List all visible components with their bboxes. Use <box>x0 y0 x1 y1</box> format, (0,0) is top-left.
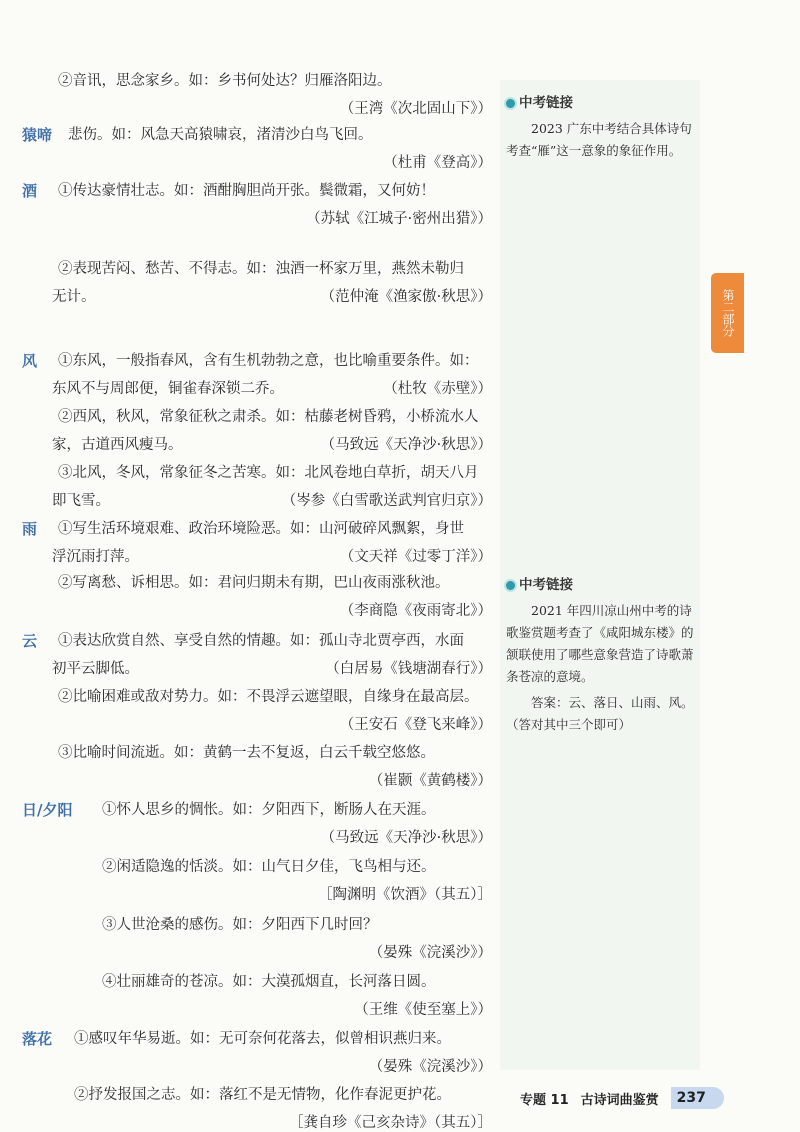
entry-text-line: ①感叹年华易逝。如：无可奈何花落去，似曾相识燕归来。 <box>74 1031 451 1047</box>
entry-text-line: ①写生活环境艰难、政治环境险恶。如：山河破碎风飘絮，身世 <box>58 521 464 537</box>
exam-link-text: 答案：云、落日、山雨、风。（答对其中三个即可） <box>506 695 694 732</box>
exam-link-heading <box>506 574 700 596</box>
entry-text-line: ②音讯，思念家乡。如：乡书何处达？归雁洛阳边。 <box>58 73 392 89</box>
entry-source: （晏殊《浣溪沙》） <box>368 945 492 961</box>
entry-text-line: ①怀人思乡的惆怅。如：夕阳西下，断肠人在天涯。 <box>102 802 436 818</box>
entry-source: （李商隐《夜雨寄北》） <box>339 603 492 619</box>
page-footer <box>520 1084 724 1112</box>
entry-source: （白居易《钱塘湖春行》） <box>325 661 492 677</box>
entry-source: （文天祥《过零丁洋》） <box>339 549 492 565</box>
entry-text-line: ①表达欣赏自然、享受自然的情趣。如：孤山寺北贾亭西，水面 <box>58 633 464 649</box>
entry-source: （杜甫《登高》） <box>383 155 492 171</box>
entry-text-line: 悲伤。如：风急天高猿啸哀，渚清沙白鸟飞回。 <box>68 127 373 143</box>
entry-term: 云 <box>22 632 38 650</box>
entry-term: 日/夕阳 <box>22 801 73 819</box>
entry-text-line: ④壮丽雄奇的苍凉。如：大漠孤烟直，长河落日圆。 <box>102 974 436 990</box>
entry-source: （晏殊《浣溪沙》） <box>368 1059 492 1075</box>
entry-source: （范仲淹《渔家傲·秋思》） <box>320 289 492 305</box>
entry-source: ［陶渊明《饮酒》（其五）］ <box>318 887 492 903</box>
entry-text-line: 东风不与周郎便，铜雀春深锁二乔。 <box>52 381 284 397</box>
entry-source: （苏轼《江城子·密州出猎》） <box>306 211 492 227</box>
entry-text-line: 初平云脚低。 <box>52 661 139 677</box>
exam-link-box-2 <box>506 574 700 736</box>
entry-source: （王安石《登飞来峰》） <box>339 717 492 733</box>
entry-term: 落花 <box>22 1030 53 1048</box>
entry-text-line: ②西风，秋风，常象征秋之肃杀。如：枯藤老树昏鸦，小桥流水人 <box>58 409 479 425</box>
entry-text-line: ②表现苦闷、愁苦、不得志。如：浊酒一杯家万里，燕然未勒归 <box>58 261 464 277</box>
entry-text-line: ③比喻时间流逝。如：黄鹤一去不复返，白云千载空悠悠。 <box>58 745 435 761</box>
entry-text-line: ①东风，一般指春风，含有生机勃勃之意，也比喻重要条件。如： <box>58 353 479 369</box>
footer-topic: 专题 11 <box>520 1092 569 1108</box>
bullet-dot-icon <box>506 99 515 108</box>
entry-text-line: ①传达豪情壮志。如：酒酣胸胆尚开张。鬓微霜，又何妨！ <box>58 183 435 199</box>
entry-text-line: ③北风，冬风，常象征冬之苦寒。如：北风卷地白草折，胡天八月 <box>58 465 479 481</box>
entry-source: （崔颢《黄鹤楼》） <box>368 773 492 789</box>
exam-link-text: 2021 年四川凉山州中考的诗歌鉴赏题考查了《咸阳城东楼》的颔联使用了哪些意象营造了诗歌萧条苍凉的意境。 <box>506 603 694 684</box>
entry-text-line: 浮沉雨打萍。 <box>52 549 139 565</box>
bullet-dot-icon <box>506 581 515 590</box>
entry-text-line: ③人世沧桑的感伤。如：夕阳西下几时回？ <box>102 917 378 933</box>
entry-text-line: 无计。 <box>52 289 96 305</box>
exam-link-box-1 <box>506 92 700 162</box>
entry-source: （马致远《天净沙·秋思》） <box>320 830 492 846</box>
entry-term: 猿啼 <box>22 126 53 144</box>
entry-source: （岑参《白雪歌送武判官归京》） <box>281 493 492 509</box>
entry-term: 酒 <box>22 182 38 200</box>
entry-source: ［龚自珍《己亥杂诗》（其五）］ <box>289 1115 492 1131</box>
exam-link-heading <box>506 92 700 114</box>
footer-section: 古诗词曲鉴赏 <box>580 1092 659 1108</box>
entry-term: 风 <box>22 352 38 370</box>
entry-source: （杜牧《赤壁》） <box>383 381 492 397</box>
entry-text-line: 即飞雪。 <box>52 493 110 509</box>
entry-term: 雨 <box>22 520 38 538</box>
exam-link-text: 2023 广东中考结合具体诗句考查“雁”这一意象的象征作用。 <box>506 121 692 158</box>
entry-text-line: ②抒发报国之志。如：落红不是无情物，化作春泥更护花。 <box>74 1087 451 1103</box>
entry-text-line: ②闲适隐逸的恬淡。如：山气日夕佳，飞鸟相与还。 <box>102 859 436 875</box>
part-tab: 第二部分 <box>711 273 744 353</box>
exam-link-title: 中考链接 <box>519 577 573 593</box>
entry-text-line: ②写离愁、诉相思。如：君问归期未有期，巴山夜雨涨秋池。 <box>58 575 450 591</box>
exam-link-title: 中考链接 <box>519 95 573 111</box>
page-number: 237 <box>671 1087 724 1109</box>
entry-text-line: ②比喻困难或敌对势力。如：不畏浮云遮望眼，自缘身在最高层。 <box>58 689 479 705</box>
entry-source: （马致远《天净沙·秋思》） <box>320 437 492 453</box>
entry-source: （王湾《次北固山下》） <box>339 101 492 117</box>
entry-source: （王维《使至塞上》） <box>354 1002 492 1018</box>
entry-text-line: 家，古道西风瘦马。 <box>52 437 183 453</box>
